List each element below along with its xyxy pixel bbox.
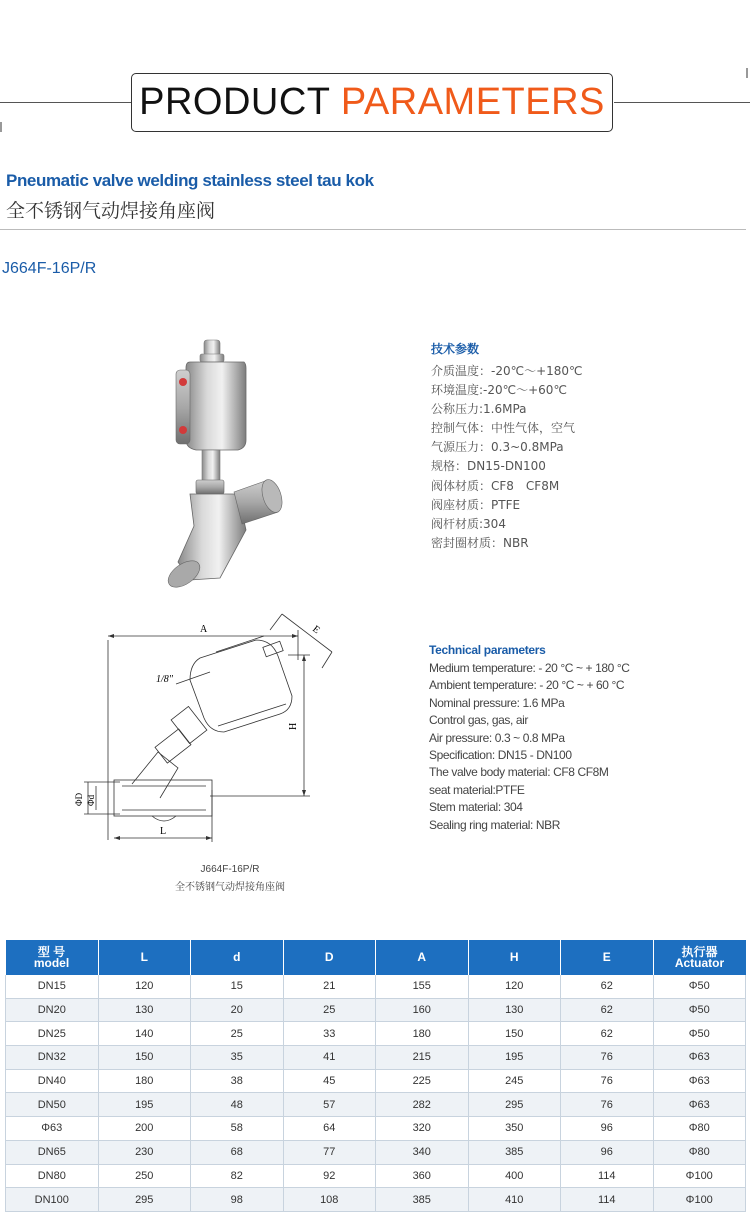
table-row bbox=[6, 1188, 746, 1212]
table-cell: Φ63 bbox=[6, 1117, 99, 1141]
table-cell: DN25 bbox=[6, 1022, 99, 1046]
spec-line-cn: 公称压力:1.6MPa bbox=[431, 402, 527, 417]
table-cell: 33 bbox=[283, 1022, 376, 1046]
header-word-parameters: PARAMETERS bbox=[340, 81, 605, 123]
spec-line-cn: 气源压力：0.3~0.8MPa bbox=[431, 440, 564, 455]
table-row bbox=[6, 1022, 746, 1046]
table-cell: DN20 bbox=[6, 998, 99, 1022]
table-cell: 385 bbox=[376, 1188, 469, 1212]
table-cell: 195 bbox=[468, 1046, 561, 1070]
table-cell: 282 bbox=[376, 1093, 469, 1117]
table-cell: Φ63 bbox=[653, 1069, 746, 1093]
table-cell: 340 bbox=[376, 1140, 469, 1164]
spec-heading-cn: 技术参数 bbox=[431, 342, 480, 356]
table-row bbox=[6, 975, 746, 998]
table-cell: Φ80 bbox=[653, 1140, 746, 1164]
spec-line-cn: 阀体材质：CF8 CF8M bbox=[431, 478, 560, 493]
label-phiD: ΦD bbox=[74, 792, 84, 806]
spec-line-cn: 规格：DN15-DN100 bbox=[431, 459, 546, 474]
spec-line-en: Medium temperature: - 20 °C ~ + 180 °C bbox=[429, 661, 630, 675]
table-cell: 62 bbox=[561, 975, 654, 998]
table-row bbox=[6, 1046, 746, 1070]
divider bbox=[0, 229, 746, 230]
table-cell: 35 bbox=[191, 1046, 284, 1070]
spec-line-en: Control gas, gas, air bbox=[429, 713, 528, 728]
spec-line-en: Sealing ring material: NBR bbox=[429, 817, 560, 832]
table-cell: Φ50 bbox=[653, 1022, 746, 1046]
table-cell: 38 bbox=[191, 1069, 284, 1093]
table-cell: 62 bbox=[561, 1022, 654, 1046]
table-cell: Φ63 bbox=[653, 1046, 746, 1070]
label-E: E bbox=[310, 623, 322, 637]
table-cell: 82 bbox=[191, 1164, 284, 1188]
spec-line-en: The valve body material: CF8 CF8M bbox=[429, 765, 609, 780]
table-cell: 410 bbox=[468, 1188, 561, 1212]
table-cell: 20 bbox=[191, 998, 284, 1022]
header-rule-left bbox=[0, 102, 132, 103]
product-title-en: Pneumatic valve welding stainless steel tau kok bbox=[6, 171, 374, 190]
table-cell: 62 bbox=[561, 998, 654, 1022]
table-cell: DN65 bbox=[6, 1140, 99, 1164]
column-header: D bbox=[283, 940, 376, 975]
table-cell: 160 bbox=[376, 998, 469, 1022]
table-cell: DN100 bbox=[6, 1188, 99, 1212]
table-cell: 96 bbox=[561, 1117, 654, 1141]
table-cell: 114 bbox=[561, 1188, 654, 1212]
column-header: d bbox=[191, 940, 284, 975]
table-cell: 120 bbox=[98, 975, 191, 998]
table-cell: 225 bbox=[376, 1069, 469, 1093]
corner-mark bbox=[746, 68, 748, 78]
table-cell: 76 bbox=[561, 1093, 654, 1117]
table-cell: 350 bbox=[468, 1117, 561, 1141]
table-cell: 215 bbox=[376, 1046, 469, 1070]
table-cell: 76 bbox=[561, 1046, 654, 1070]
section-header bbox=[131, 73, 613, 132]
spec-line-en: Specification: DN15 - DN100 bbox=[429, 748, 572, 763]
model-code: J664F-16P/R bbox=[2, 260, 97, 277]
column-header: L bbox=[98, 940, 191, 975]
column-header bbox=[6, 940, 99, 975]
column-header-en: Actuator bbox=[674, 955, 725, 970]
column-header: E bbox=[561, 940, 654, 975]
spec-line-cn: 环境温度:-20℃～+60℃ bbox=[431, 383, 567, 398]
spec-line-en: Air pressure: 0.3 ~ 0.8 MPa bbox=[429, 730, 565, 745]
table-cell: 57 bbox=[283, 1093, 376, 1117]
column-header-en: model bbox=[33, 955, 70, 970]
label-L: L bbox=[160, 826, 167, 837]
table-cell: 25 bbox=[283, 998, 376, 1022]
table-cell: DN50 bbox=[6, 1093, 99, 1117]
table-cell: Φ63 bbox=[653, 1093, 746, 1117]
table-cell: 295 bbox=[98, 1188, 191, 1212]
table-cell: Φ100 bbox=[653, 1164, 746, 1188]
table-row bbox=[6, 1164, 746, 1188]
table-cell: 230 bbox=[98, 1140, 191, 1164]
table-cell: 64 bbox=[283, 1117, 376, 1141]
table-cell: Φ100 bbox=[653, 1188, 746, 1212]
spec-line-en: seat material:PTFE bbox=[429, 782, 525, 797]
table-row bbox=[6, 1069, 746, 1093]
table-cell: 77 bbox=[283, 1140, 376, 1164]
table-cell: 250 bbox=[98, 1164, 191, 1188]
drawing-caption-model: J664F-16P/R bbox=[200, 864, 260, 875]
spec-line-cn: 控制气体：中性气体，空气 bbox=[431, 421, 576, 436]
table-cell: 295 bbox=[468, 1093, 561, 1117]
label-phid: Φd bbox=[86, 794, 96, 806]
table-header-row bbox=[6, 940, 746, 975]
table-cell: Φ50 bbox=[653, 975, 746, 998]
spec-line-cn: 介质温度：-20℃～+180℃ bbox=[431, 364, 583, 378]
table-cell: 25 bbox=[191, 1022, 284, 1046]
table-cell: 130 bbox=[98, 998, 191, 1022]
table-cell: 385 bbox=[468, 1140, 561, 1164]
table-cell: 96 bbox=[561, 1140, 654, 1164]
valve-photo bbox=[150, 330, 310, 600]
table-cell: DN40 bbox=[6, 1069, 99, 1093]
table-cell: 92 bbox=[283, 1164, 376, 1188]
spec-line-en: Nominal pressure: 1.6 MPa bbox=[429, 695, 565, 710]
table-cell: 21 bbox=[283, 975, 376, 998]
spec-heading-en: Technical parameters bbox=[429, 643, 546, 657]
table-cell: 195 bbox=[98, 1093, 191, 1117]
column-header bbox=[653, 940, 746, 975]
spec-line-cn: 阀座材质：PTFE bbox=[431, 497, 521, 512]
column-header-cn: 执行器 bbox=[681, 944, 718, 959]
table-row bbox=[6, 998, 746, 1022]
spec-line-cn: 密封圈材质：NBR bbox=[431, 535, 529, 550]
table-cell: 15 bbox=[191, 975, 284, 998]
table-cell: 108 bbox=[283, 1188, 376, 1212]
label-thread: 1/8" bbox=[156, 674, 173, 685]
column-header: A bbox=[376, 940, 469, 975]
spec-line-en: Ambient temperature: - 20 °C ~ + 60 °C bbox=[429, 678, 625, 693]
table-cell: 114 bbox=[561, 1164, 654, 1188]
label-H: H bbox=[288, 722, 299, 730]
header-rule-right bbox=[614, 102, 750, 103]
drawing-caption-name: 全不锈钢气动焊接角座阀 bbox=[175, 882, 285, 893]
table-cell: DN15 bbox=[6, 975, 99, 998]
table-cell: 150 bbox=[98, 1046, 191, 1070]
spec-line-cn: 阀杆材质:304 bbox=[431, 516, 506, 531]
table-cell: 130 bbox=[468, 998, 561, 1022]
table-row bbox=[6, 1140, 746, 1164]
table-cell: 45 bbox=[283, 1069, 376, 1093]
spec-line-en: Stem material: 304 bbox=[429, 800, 523, 815]
product-title-cn: 全不锈钢气动焊接角座阀 bbox=[6, 201, 216, 222]
label-A: A bbox=[200, 624, 208, 635]
table-cell: Φ80 bbox=[653, 1117, 746, 1141]
spec-list-cn bbox=[431, 340, 583, 553]
table-cell: 180 bbox=[376, 1022, 469, 1046]
table-cell: Φ50 bbox=[653, 998, 746, 1022]
table-cell: 155 bbox=[376, 975, 469, 998]
table-cell: 400 bbox=[468, 1164, 561, 1188]
table-cell: 200 bbox=[98, 1117, 191, 1141]
table-cell: 120 bbox=[468, 975, 561, 998]
table-cell: 41 bbox=[283, 1046, 376, 1070]
column-header: H bbox=[468, 940, 561, 975]
table-cell: DN32 bbox=[6, 1046, 99, 1070]
table-cell: 48 bbox=[191, 1093, 284, 1117]
table-cell: 140 bbox=[98, 1022, 191, 1046]
table-cell: DN80 bbox=[6, 1164, 99, 1188]
table-cell: 98 bbox=[191, 1188, 284, 1212]
table-cell: 360 bbox=[376, 1164, 469, 1188]
header-word-product: PRODUCT bbox=[139, 81, 330, 123]
table-cell: 76 bbox=[561, 1069, 654, 1093]
table-row bbox=[6, 1093, 746, 1117]
table-cell: 245 bbox=[468, 1069, 561, 1093]
table-cell: 180 bbox=[98, 1069, 191, 1093]
table-cell: 150 bbox=[468, 1022, 561, 1046]
corner-mark bbox=[0, 122, 2, 132]
dimension-drawing bbox=[60, 600, 360, 860]
column-header-cn: 型 号 bbox=[37, 944, 66, 959]
parameter-table bbox=[5, 940, 746, 1212]
table-cell: 58 bbox=[191, 1117, 284, 1141]
table-cell: 320 bbox=[376, 1117, 469, 1141]
spec-list-en bbox=[429, 643, 630, 834]
table-row bbox=[6, 1117, 746, 1141]
table-cell: 68 bbox=[191, 1140, 284, 1164]
